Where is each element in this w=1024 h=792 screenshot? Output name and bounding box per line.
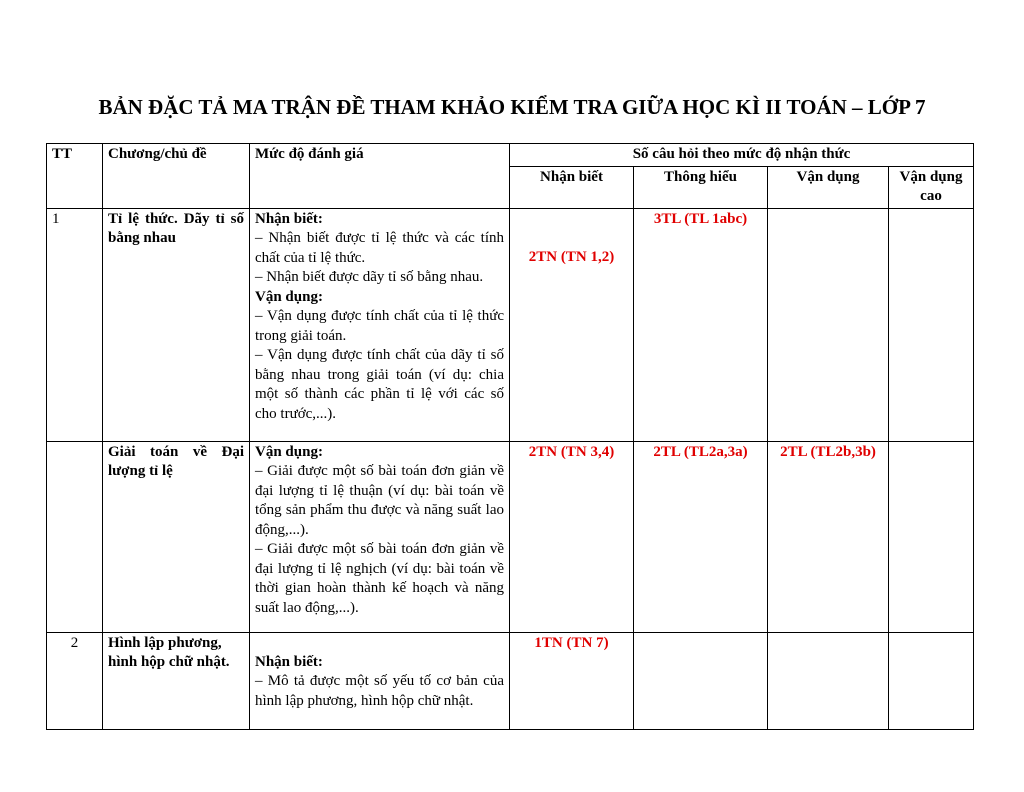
description-line: – Nhận biết được tỉ lệ thức và các tính chất của tỉ lệ thức. — [255, 230, 504, 266]
cell-nhan-biet: 1TN (TN 7) — [510, 632, 634, 729]
row-description — [250, 208, 510, 441]
header-nhan-biet: Nhận biết — [510, 166, 634, 208]
row-tt: 1 — [47, 208, 103, 441]
cell-nhan-biet: 2TN (TN 3,4) — [510, 441, 634, 632]
header-tt: TT — [47, 144, 103, 209]
cell-van-dung: 2TL (TL2b,3b) — [768, 441, 889, 632]
level-heading: Vận dụng: — [255, 443, 323, 460]
cell-van-dung — [768, 632, 889, 729]
row-topic: Giải toán về Đại lượng tỉ lệ — [103, 441, 250, 632]
cell-van-dung-cao — [889, 632, 974, 729]
header-level: Mức độ đánh giá — [250, 144, 510, 209]
table-row — [47, 208, 974, 441]
row-topic: Hình lập phương, hình hộp chữ nhật. — [103, 632, 250, 729]
cell-van-dung-cao — [889, 441, 974, 632]
header-questions-group: Số câu hỏi theo mức độ nhận thức — [510, 144, 974, 167]
row-tt — [47, 441, 103, 632]
row-topic: Tỉ lệ thức. Dãy tỉ số bằng nhau — [103, 208, 250, 441]
cell-van-dung — [768, 208, 889, 441]
header-row-1 — [47, 144, 974, 167]
cell-nhan-biet — [510, 208, 634, 441]
description-line: – Nhận biết được dãy tỉ số bằng nhau. — [255, 269, 484, 285]
row-description — [250, 632, 510, 729]
description-line: – Giải được một số bài toán đơn giản về đại lượng tỉ lệ nghịch (ví dụ: bài toán về thời gian hoàn thành kế hoạch và năng suất lao động,...). — [255, 541, 504, 616]
table-row — [47, 441, 974, 632]
description-line: – Mô tả được một số yếu tố cơ bản của hình lập phương, hình hộp chữ nhật. — [255, 673, 504, 709]
spec-matrix-table — [46, 143, 974, 730]
description-line: – Vận dụng được tính chất của tỉ lệ thức trong giải toán. — [255, 308, 504, 344]
level-heading: Nhận biết: — [255, 210, 323, 227]
header-chapter: Chương/chủ đề — [103, 144, 250, 209]
cell-thong-hieu: 2TL (TL2a,3a) — [634, 441, 768, 632]
page-title: BẢN ĐẶC TẢ MA TRẬN ĐỀ THAM KHẢO KIỂM TRA GIỮA HỌC KÌ II TOÁN – LỚP 7 — [98, 95, 926, 119]
cell-thong-hieu: 3TL (TL 1abc) — [634, 208, 768, 441]
level-heading: Vận dụng: — [255, 288, 323, 305]
table-row — [47, 632, 974, 729]
cell-van-dung-cao — [889, 208, 974, 441]
description-line: – Giải được một số bài toán đơn giản về đại lượng tỉ lệ thuận (ví dụ: bài toán về tổng sản phẩm thu được và năng suất lao động,...). — [255, 463, 504, 538]
header-thong-hieu: Thông hiểu — [634, 166, 768, 208]
level-heading: Nhận biết: — [255, 653, 323, 670]
cell-thong-hieu — [634, 632, 768, 729]
cell-value: 2TN (TN 1,2) — [528, 248, 615, 265]
row-tt: 2 — [47, 632, 103, 729]
header-van-dung: Vận dụng — [768, 166, 889, 208]
header-van-dung-cao: Vận dụng cao — [889, 166, 974, 208]
description-line: – Vận dụng được tính chất của dãy tỉ số bằng nhau trong giải toán (ví dụ: chia một số thành các phần tỉ lệ với các số cho trước,...). — [255, 347, 504, 422]
row-description — [250, 441, 510, 632]
